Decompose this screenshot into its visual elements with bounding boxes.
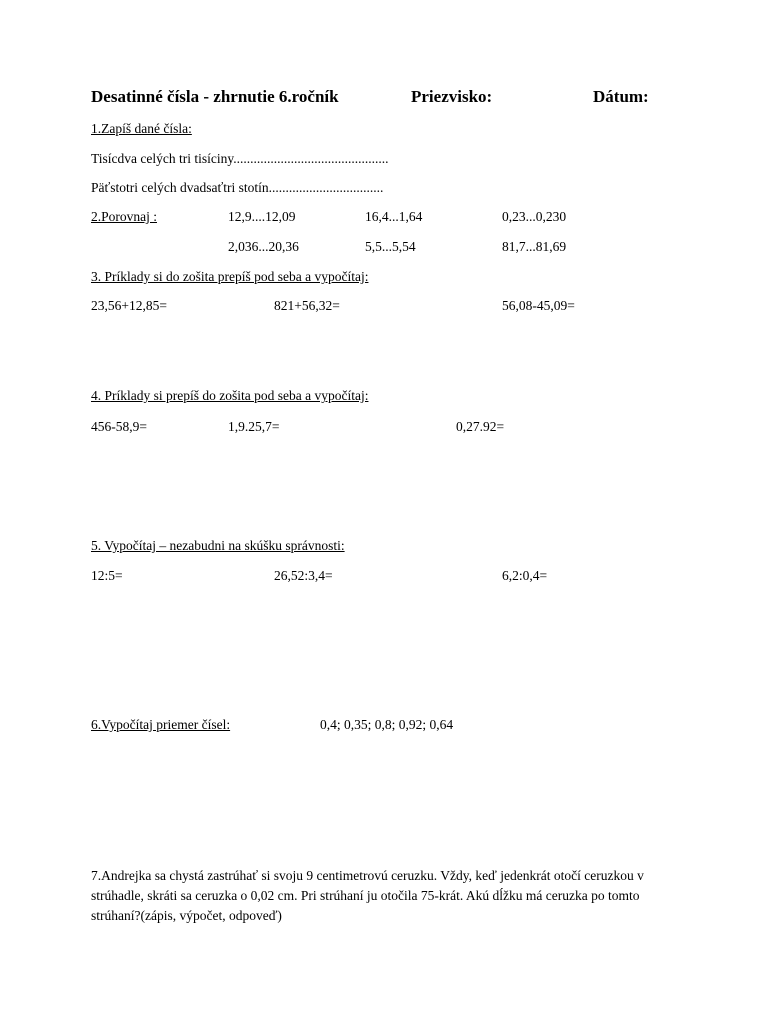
task4-item: 0,27.92=	[456, 419, 505, 434]
task1-line2: Päťstotri celých dvadsaťtri stotín..................................	[91, 180, 384, 195]
task5-item: 12:5=	[91, 568, 123, 583]
task4-item: 456-58,9=	[91, 419, 147, 434]
task2-compare-item: 81,7...81,69	[502, 239, 567, 254]
surname-label: Priezvisko:	[411, 87, 493, 106]
task2-compare-item: 12,9....12,09	[228, 209, 296, 224]
task2-compare-item: 16,4...1,64	[365, 209, 423, 224]
task2-compare-item: 5,5...5,54	[365, 239, 416, 254]
task2-heading: 2.Porovnaj :	[91, 209, 157, 224]
task3-item: 821+56,32=	[274, 298, 340, 313]
task5-heading: 5. Vypočítaj – nezabudni na skúšku správnosti:	[91, 538, 345, 553]
task2-compare-item: 2,036...20,36	[228, 239, 299, 254]
task4-item: 1,9.25,7=	[228, 419, 280, 434]
task1-line1: Tisícdva celých tri tisíciny..............................................	[91, 151, 389, 166]
task3-heading: 3. Príklady si do zošita prepíš pod seba a vypočítaj:	[91, 269, 369, 284]
task5-item: 6,2:0,4=	[502, 568, 548, 583]
task3-item: 56,08-45,09=	[502, 298, 575, 313]
task6-numbers: 0,4; 0,35; 0,8; 0,92; 0,64	[320, 717, 454, 732]
task5-item: 26,52:3,4=	[274, 568, 333, 583]
task6-heading: 6.Vypočítaj priemer čísel:	[91, 717, 231, 732]
task3-item: 23,56+12,85=	[91, 298, 167, 313]
task7-word-problem: 7.Andrejka sa chystá zastrúhať si svoju 9 centimetrovú ceruzku. Vždy, keď jedenkrát otočí ceruzkou v strúhadle, skráti sa ceruzka o 0,02 cm. Pri strúhaní ju otočila 75-krát. Akú dĺžku má ceruzka po tomto strúhaní?(zápis, výpočet, odpoveď)	[91, 868, 644, 923]
task1-heading: 1.Zapíš dané čísla:	[91, 121, 192, 136]
task4-heading: 4. Príklady si prepíš do zošita pod seba a vypočítaj:	[91, 388, 369, 403]
task2-compare-item: 0,23...0,230	[502, 209, 567, 224]
date-label: Dátum:	[593, 87, 649, 106]
worksheet-title: Desatinné čísla - zhrnutie 6.ročník	[91, 87, 339, 106]
